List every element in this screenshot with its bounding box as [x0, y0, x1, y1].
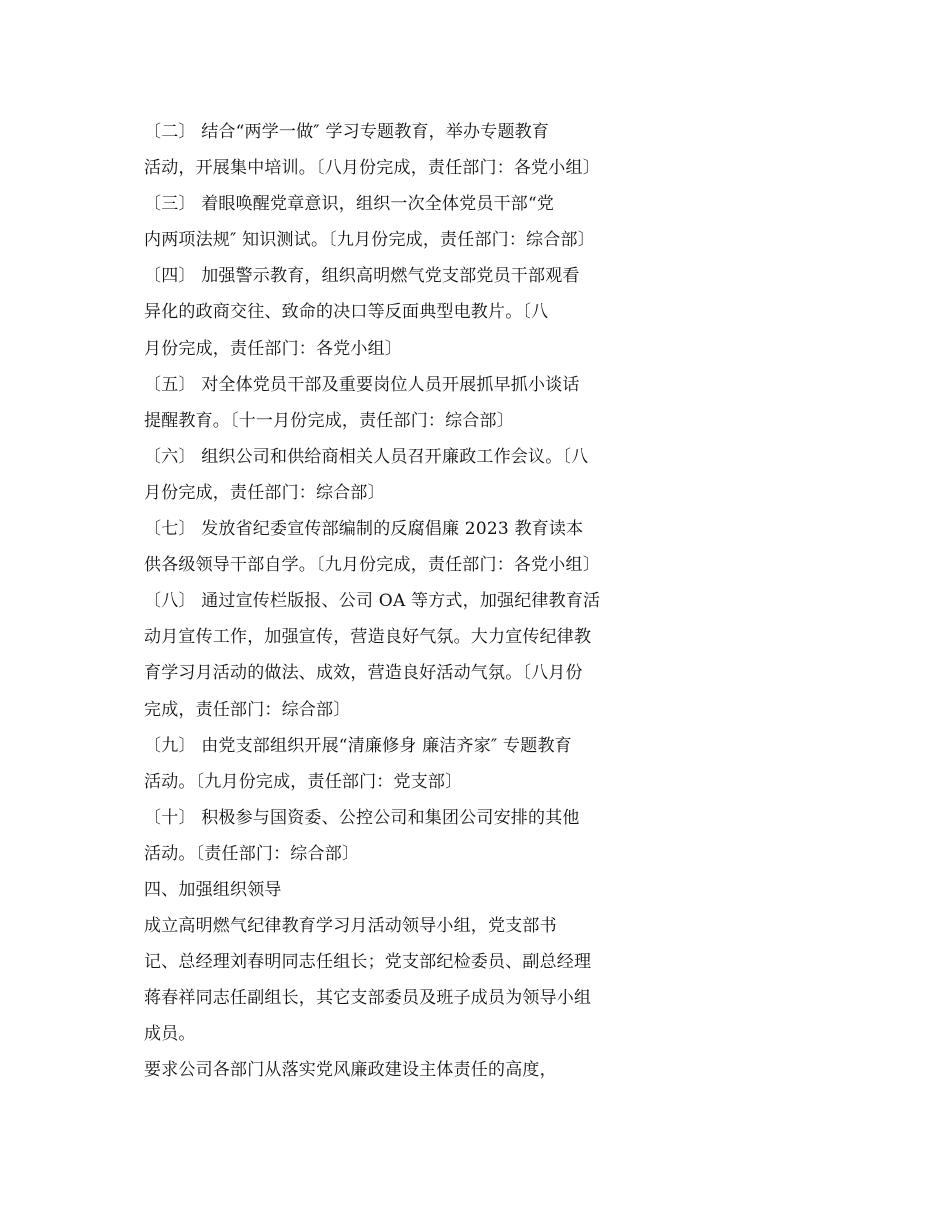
text-line: 〔三〕 着眼唤醒党章意识，组织一次全体党员干部“党	[144, 194, 555, 215]
text-line: 蒋春祥同志任副组长，其它支部委员及班子成员为领导小组	[144, 988, 592, 1009]
section-heading: 四、加强组织领导	[144, 879, 282, 900]
text-line: 动月宣传工作，加强宣传，营造良好气氛。大力宣传纪律教	[144, 627, 592, 648]
text-line: 供各级领导干部自学。〔九月份完成，责任部门：各党小组〕	[144, 555, 600, 576]
text-line: 〔七〕 发放省纪委宣传部编制的反腐倡廉 2023 教育读本	[144, 519, 584, 540]
text-line: 完成，责任部门：综合部〕	[144, 699, 351, 720]
text-line: 育学习月活动的做法、成效，营造良好活动气氛。〔八月份	[144, 663, 583, 684]
text-line: 〔二〕 结合“两学一做″ 学习专题教育，举办专题教育	[144, 122, 550, 142]
text-line: 〔八〕 通过宣传栏版报、公司 OA 等方式，加强纪律教育活	[144, 591, 601, 612]
text-line: 成立高明燃气纪律教育学习月活动领导小组，党支部书	[144, 916, 557, 937]
text-line: 〔五〕 对全体党员干部及重要岗位人员开展抓早抓小谈话	[144, 374, 580, 395]
text-line: 内两项法规″ 知识测试。〔九月份完成，责任部门：综合部〕	[144, 230, 595, 251]
text-line: 月份完成，责任部门：综合部〕	[144, 482, 385, 503]
text-line: 提醒教育。〔十一月份完成，责任部门：综合部〕	[144, 410, 514, 431]
text-line: 〔九〕 由党支部组织开展“清廉修身 廉洁齐家″ 专题教育	[144, 735, 572, 756]
text-line: 要求公司各部门从落实党风廉政建设主体责任的高度，	[144, 1060, 557, 1081]
text-line: 〔十〕 积极参与国资委、公控公司和集团公司安排的其他	[144, 807, 580, 828]
text-line: 成员。	[144, 1024, 196, 1045]
text-line: 异化的政商交往、致命的决口等反面典型电教片。〔八	[144, 302, 549, 323]
text-line: 月份完成，责任部门：各党小组〕	[144, 338, 402, 359]
document-body	[144, 114, 664, 1089]
text-line: 活动，开展集中培训。〔八月份完成，责任部门：各党小组〕	[144, 158, 600, 179]
text-line: 〔六〕 组织公司和供给商相关人员召开廉政工作会议。〔八	[144, 446, 589, 467]
text-line: 活动。〔责任部门：综合部〕	[144, 843, 360, 864]
text-line: 记、总经理刘春明同志任组长；党支部纪检委员、副总经理	[144, 952, 592, 973]
text-line: 〔四〕 加强警示教育，组织高明燃气党支部党员干部观看	[144, 266, 580, 287]
text-line: 活动。〔九月份完成，责任部门：党支部〕	[144, 771, 463, 792]
